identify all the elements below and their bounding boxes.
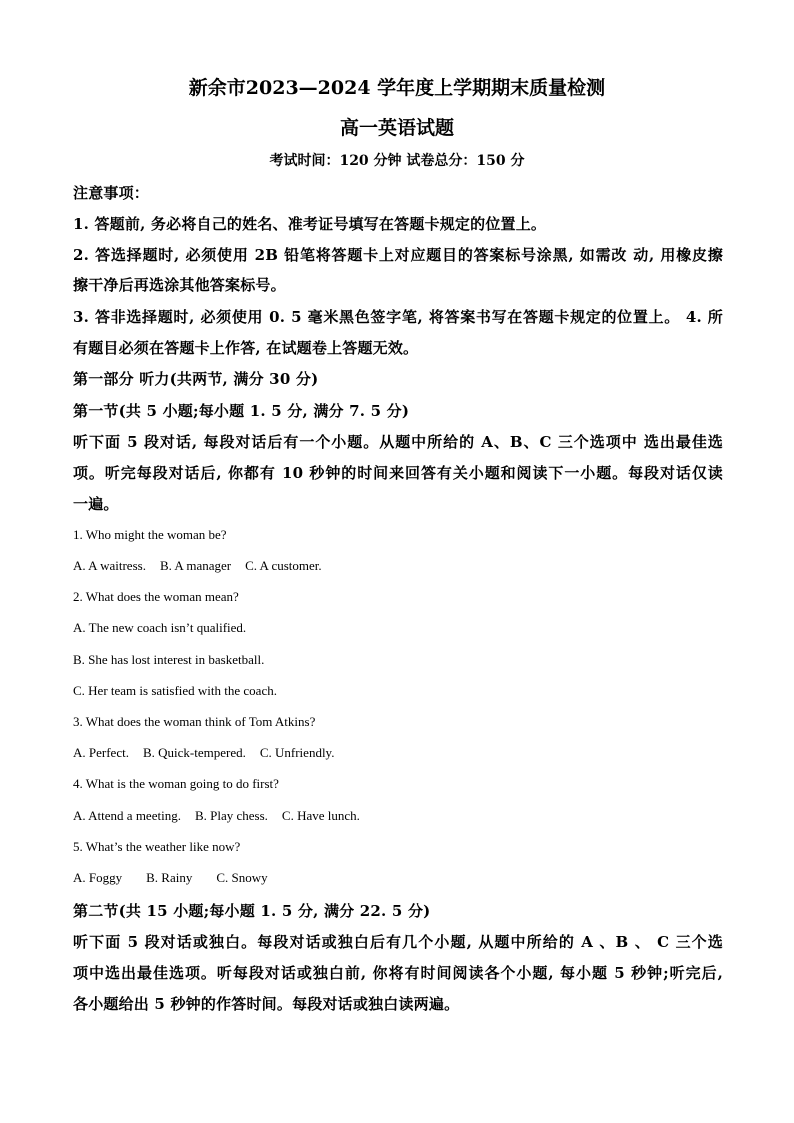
notice-heading: 注意事项：	[73, 184, 150, 202]
question-1-stem: 1. Who might the woman be?	[73, 527, 227, 542]
question-2-stem: 2. What does the woman mean?	[73, 589, 239, 604]
exam-subtitle: 高一英语试题	[339, 117, 454, 139]
question-3-option-c: C. Unfriendly.	[259, 745, 335, 760]
section2-instructions-line-1: 听下面 5 段对话或独白。每段对话或独白后有几个小题, 从题中所给的 A 、B 、 C 三个选	[73, 933, 723, 951]
question-2-option-b: B. She has lost interest in basketball.	[73, 652, 265, 667]
question-3-option-b: B. Quick-tempered.	[142, 745, 246, 760]
section1-instructions-line-3: 一遍。	[73, 495, 119, 513]
question-4-option-b: B. Play chess.	[194, 808, 268, 823]
section1-instructions-line-2: 项。听完每段对话后, 你都有 10 秒钟的时间来回答有关小题和阅读下一小题。每段对话仅读	[73, 464, 723, 482]
notice-item-2-line-1: 2. 答选择题时, 必须使用 2B 铅笔将答题卡上对应题目的答案标号涂黑, 如需改 动, 用橡皮擦	[73, 246, 723, 264]
question-2-option-a: A. The new coach isn’t qualified.	[73, 620, 247, 635]
question-1-option-c: C. A customer.	[245, 558, 322, 573]
question-1-option-a: A. A waitress.	[73, 558, 146, 573]
question-5-option-c: C. Snowy	[216, 870, 268, 885]
part1-heading: 第一部分 听力(共两节, 满分 30 分)	[73, 370, 319, 388]
notice-item-2-line-2: 擦干净后再选涂其他答案标号。	[73, 276, 286, 294]
section2-instructions-line-2: 项中选出最佳选项。听每段对话或独白前, 你将有时间阅读各个小题, 每小题 5 秒钟;听完后,	[73, 964, 723, 982]
section2-instructions-line-3: 各小题给出 5 秒钟的作答时间。每段对话或独白读两遍。	[73, 995, 460, 1013]
question-5-option-b: B. Rainy	[146, 870, 193, 885]
question-4-option-c: C. Have lunch.	[281, 808, 360, 823]
question-1-options	[73, 558, 336, 574]
question-5-options	[73, 870, 282, 886]
question-3-options	[73, 745, 348, 761]
question-4-options	[73, 808, 374, 824]
exam-title: 新余市2023—2024 学年度上学期期末质量检测	[188, 77, 606, 99]
section1-heading: 第一节(共 5 小题;每小题 1. 5 分, 满分 7. 5 分)	[73, 402, 410, 420]
question-3-stem: 3. What does the woman think of Tom Atkins?	[73, 714, 316, 729]
question-5-option-a: A. Foggy	[73, 870, 123, 885]
notice-item-3-line-2: 有题目必须在答题卡上作答, 在试题卷上答题无效。	[73, 339, 419, 357]
notice-item-1: 1. 答题前, 务必将自己的姓名、准考证号填写在答题卡规定的位置上。	[73, 215, 547, 233]
question-1-option-b: B. A manager	[159, 558, 232, 573]
exam-info: 考试时间：120 分钟 试卷总分：150 分	[269, 153, 525, 169]
question-3-option-a: A. Perfect.	[73, 745, 129, 760]
question-4-option-a: A. Attend a meeting.	[73, 808, 181, 823]
notice-item-3-line-1: 3. 答非选择题时, 必须使用 0. 5 毫米黑色签字笔, 将答案书写在答题卡规定的位置上。 4. 所	[73, 308, 723, 326]
section1-instructions-line-1: 听下面 5 段对话, 每段对话后有一个小题。从题中所给的 A、B、C 三个选项中 选出最佳选	[73, 433, 723, 451]
question-2-option-c: C. Her team is satisfied with the coach.	[73, 683, 277, 698]
question-5-stem: 5. What’s the weather like now?	[73, 839, 241, 854]
question-4-stem: 4. What is the woman going to do first?	[73, 776, 279, 791]
section2-heading: 第二节(共 15 小题;每小题 1. 5 分, 满分 22. 5 分)	[73, 902, 431, 920]
